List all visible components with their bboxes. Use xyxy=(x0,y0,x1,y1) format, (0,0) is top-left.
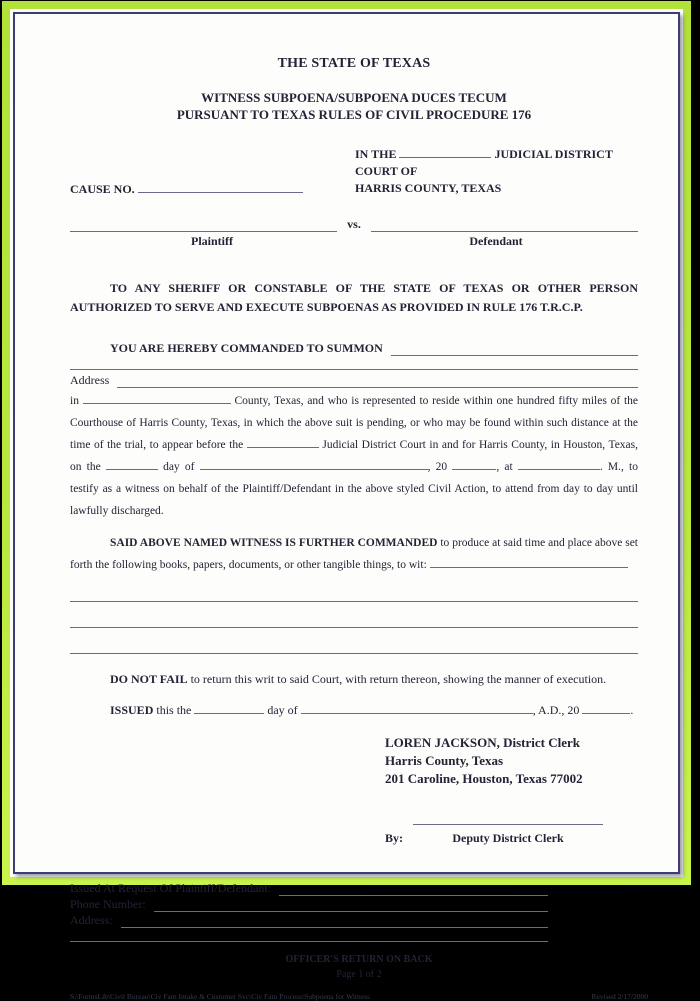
comma-20-label: , 20 xyxy=(427,461,448,473)
party-labels-row xyxy=(70,234,638,249)
requestor-address-continuation-blank xyxy=(70,941,548,942)
court-line1 xyxy=(355,145,638,180)
in-label: in xyxy=(70,395,79,407)
issued-this-the: this the xyxy=(156,703,192,717)
clerk-county: Harris County, Texas xyxy=(385,753,504,768)
address-row xyxy=(70,373,638,388)
file-path: S:\FormsLib\Civil Bureau\Civ Fam Intake & Customer Svc\Civ Fam Process\Subpoena for Witness xyxy=(70,992,370,1001)
plaintiff-label: Plaintiff xyxy=(191,234,233,248)
by-label: By: xyxy=(385,831,403,845)
day-of-label: day of xyxy=(163,461,195,473)
issued-at-request-label: Issued At Request Of Plaintiff/Defendant: xyxy=(70,881,272,895)
residence-paragraph xyxy=(70,390,638,522)
issued-at-request-blank xyxy=(279,883,548,896)
issued-at-request-row xyxy=(70,880,548,896)
document-frame xyxy=(2,1,691,1001)
issued-day-of: day of xyxy=(267,703,298,717)
phone-number-blank xyxy=(154,899,548,912)
page-number: Page 1 of 2 xyxy=(336,969,382,980)
cause-no-label: CAUSE NO. xyxy=(70,182,135,196)
witness-name-blank xyxy=(391,343,638,356)
vs-label: vs. xyxy=(347,217,361,231)
defendant-label: Defendant xyxy=(469,234,523,248)
clerk-name: LOREN JACKSON, District Clerk xyxy=(385,735,580,750)
residence-text-1: County, Texas, and who is represented to reside within one hundred fifty miles of the Courthouse of Harris County, Texas, in which the above suit is pending, or who may be found within such distance at the time of the trial, to appear before the xyxy=(70,395,638,451)
document-title-line1: WITNESS SUBPOENA/SUBPOENA DUCES TECUM xyxy=(201,90,507,105)
parties-row xyxy=(70,217,638,232)
court-line2: HARRIS COUNTY, TEXAS xyxy=(354,181,502,195)
to-wit-blank xyxy=(430,555,628,568)
day-blank xyxy=(106,457,158,470)
issued-ad-20: , A.D., 20 xyxy=(532,703,580,717)
request-block xyxy=(70,880,548,942)
frame-gap xyxy=(10,9,683,1001)
judicial-court-label: JUDICIAL DISTRICT COURT OF xyxy=(354,147,613,178)
issued-year-blank xyxy=(582,701,630,714)
residence-text-3: . M., to testify as a witness on behalf of the Plaintiff/Defendant in the above styled Civil Action, to attend from day to day until lawfully discharged. xyxy=(70,461,638,517)
document-title-line2: PURSUANT TO TEXAS RULES OF CIVIL PROCEDURE 176 xyxy=(176,107,532,122)
issued-paragraph xyxy=(70,701,638,720)
address-blank xyxy=(117,375,638,388)
address-label: Address xyxy=(70,373,110,387)
time-blank xyxy=(518,457,600,470)
clerk-address: 201 Caroline, Houston, Texas 77002 xyxy=(385,771,583,786)
defendant-name-blank xyxy=(371,219,638,232)
sheriff-paragraph: TO ANY SHERIFF OR CONSTABLE OF THE STATE OF TEXAS OR OTHER PERSON AUTHORIZED TO SERVE AND EXECUTE SUBPOENAS AS PROVIDED IN RULE 176 T.R.C.P. xyxy=(70,281,638,314)
tangible-things-blank-1 xyxy=(70,601,638,602)
officers-return-note: OFFICER'S RETURN ON BACK xyxy=(285,954,433,965)
issued-month-blank xyxy=(301,701,533,714)
document-footer xyxy=(70,992,648,1001)
issued-label: ISSUED xyxy=(110,703,154,717)
issued-day-blank xyxy=(194,701,264,714)
do-not-fail-text: to return this writ to said Court, with return thereon, showing the manner of execution. xyxy=(190,672,607,686)
summon-label: YOU ARE HEREBY COMMANDED TO SUMMON xyxy=(110,341,383,355)
requestor-address-blank xyxy=(121,915,548,928)
issued-period: . xyxy=(630,703,634,717)
year-blank xyxy=(452,457,496,470)
do-not-fail-label: DO NOT FAIL xyxy=(110,672,188,686)
phone-number-label: Phone Number: xyxy=(70,897,146,911)
cause-number-cell xyxy=(70,180,355,197)
district-number-blank xyxy=(399,145,491,158)
tangible-things-blank-3 xyxy=(70,653,638,654)
produce-text: to produce at said time and place above set forth the following books, papers, documents, or other tangible things, to wit: xyxy=(70,537,639,571)
plaintiff-name-blank xyxy=(70,219,337,232)
do-not-fail-paragraph xyxy=(70,670,638,689)
document-title xyxy=(70,89,638,123)
further-commanded-label: SAID ABOVE NAMED WITNESS IS FURTHER COMMANDED xyxy=(110,537,438,549)
deputy-signature-blank xyxy=(413,812,603,825)
judicial-district-blank xyxy=(247,435,319,448)
revised-date: Revised 2/17/2000 xyxy=(591,992,648,1001)
clerk-block xyxy=(385,734,638,788)
deputy-clerk-label: Deputy District Clerk xyxy=(452,831,564,845)
tangible-things-blanks xyxy=(70,601,638,654)
state-title: THE STATE OF TEXAS xyxy=(277,56,431,71)
comma-at-label: , at xyxy=(496,461,513,473)
cause-no-blank xyxy=(138,180,303,193)
witness-name-continuation-blank xyxy=(70,369,638,370)
cause-number-row xyxy=(70,145,638,197)
in-the-label: IN THE xyxy=(354,147,397,161)
month-blank xyxy=(200,457,428,470)
tangible-things-blank-2 xyxy=(70,627,638,628)
requestor-address-label: Address: xyxy=(70,913,113,927)
deputy-signature-cell xyxy=(413,812,603,846)
requestor-address-row xyxy=(70,912,548,928)
residence-text-2: Judicial District Court in and for Harris County, in Houston, Texas, on the xyxy=(70,439,639,473)
subpoena-form-page xyxy=(13,12,680,1001)
further-commanded-paragraph xyxy=(70,532,638,576)
court-cell xyxy=(355,145,638,197)
by-signature-row xyxy=(385,812,638,846)
county-blank xyxy=(83,391,231,404)
summon-row xyxy=(70,341,638,356)
phone-number-row xyxy=(70,896,548,912)
